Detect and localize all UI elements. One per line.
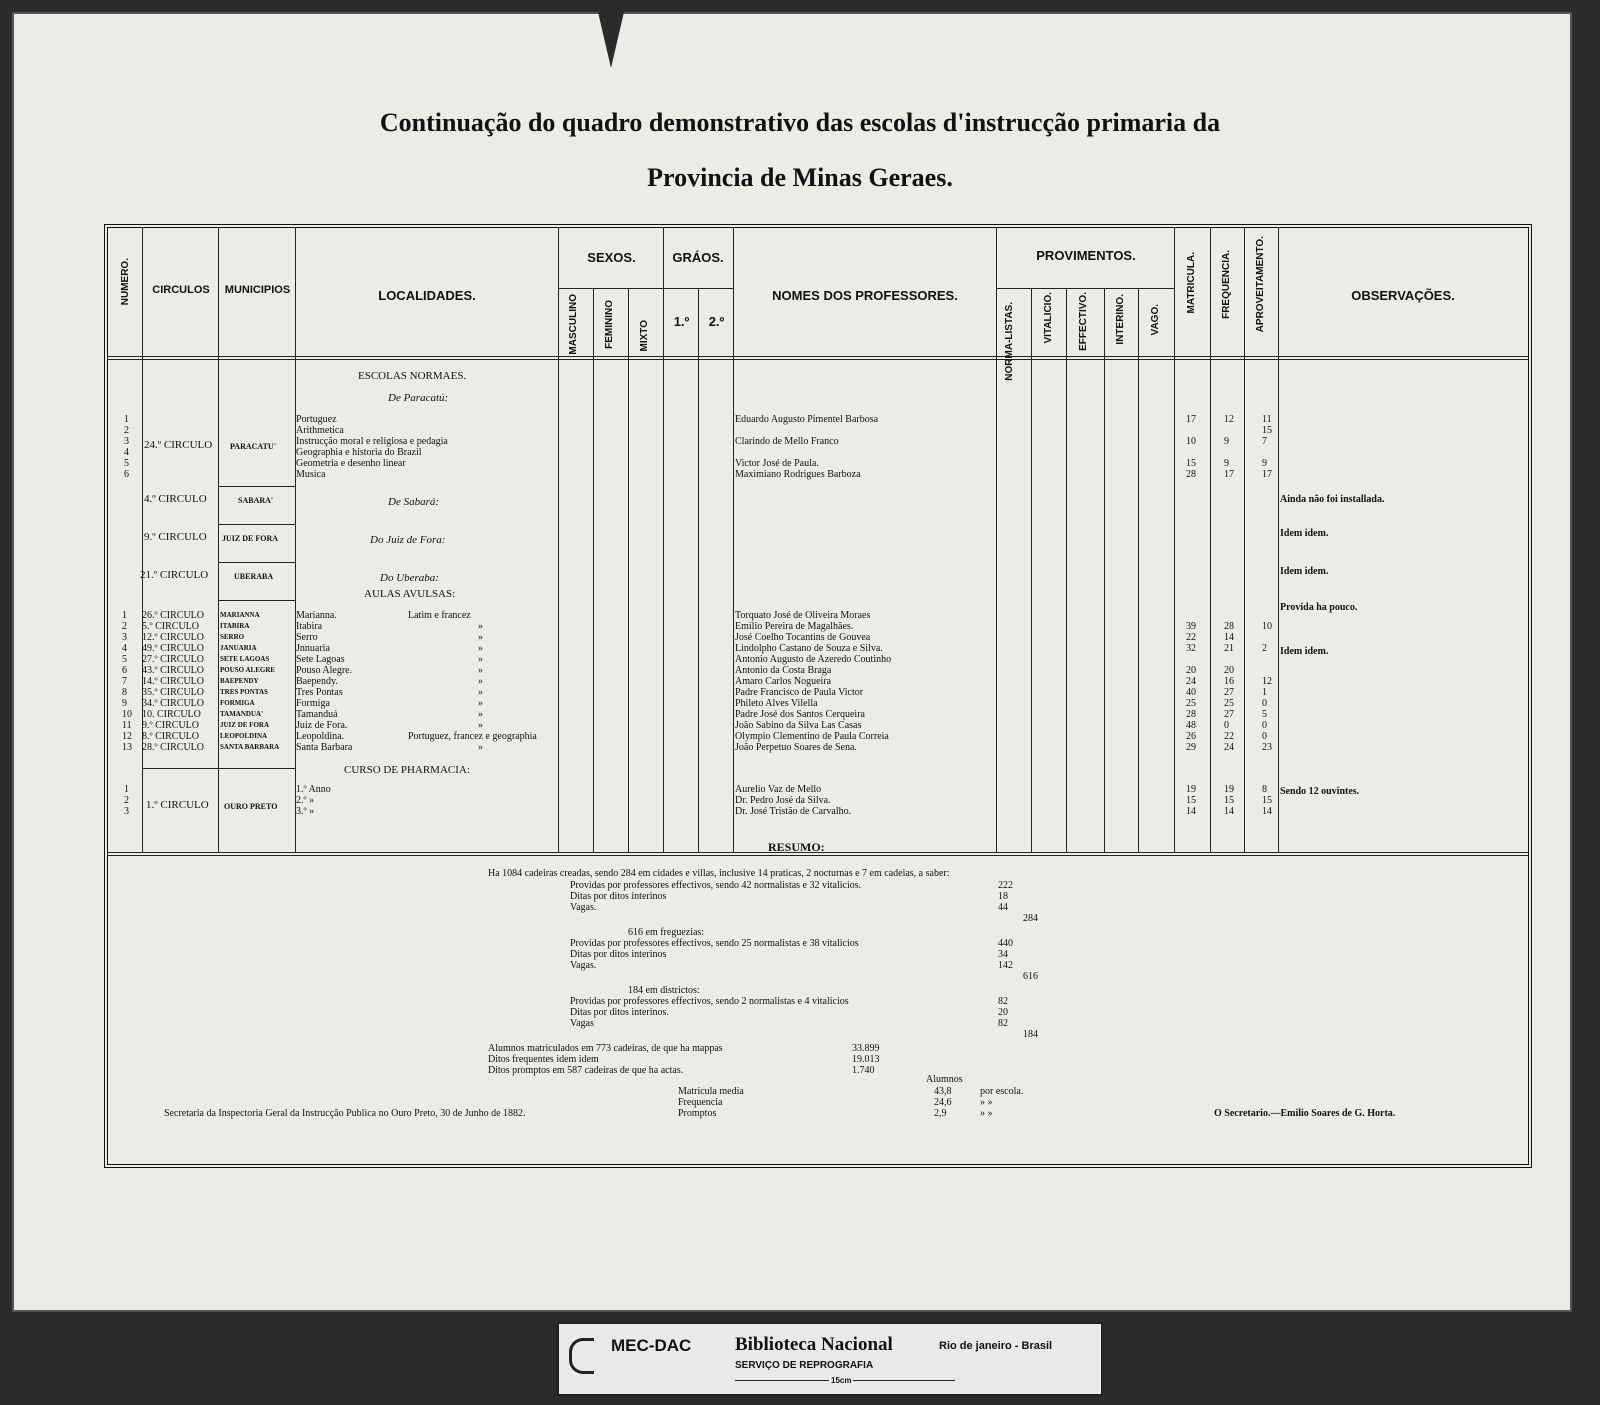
aproveitamento-value: 15: [1262, 425, 1272, 436]
resumo-value: 222: [998, 880, 1013, 891]
municipio: SERRO: [220, 633, 245, 641]
disciplina: »: [478, 709, 483, 720]
professor-name: Antonio da Costa Braga: [735, 665, 832, 676]
col-line: [142, 228, 143, 852]
disciplina: »: [478, 698, 483, 709]
header-observacoes: OBSERVAÇÕES.: [1351, 288, 1455, 303]
header-effectivo: EFFECTIVO.: [1078, 292, 1089, 351]
disciplina: »: [478, 643, 483, 654]
localidade: 1.º Anno: [296, 784, 331, 795]
resumo-subtitle: 616 em freguezias:: [628, 927, 705, 938]
col-line: [593, 288, 594, 852]
localidade: Tres Pontas: [296, 687, 343, 698]
row-number: 1: [124, 784, 129, 795]
header-vitalicio: VITALICIO.: [1043, 292, 1054, 344]
municipio: POUSO ALEGRE: [220, 666, 276, 674]
localidade: Leopoldina.: [296, 731, 345, 742]
matricula-value: 26: [1186, 731, 1196, 742]
col-line: [733, 228, 734, 852]
stamp-logo-icon: [569, 1338, 594, 1374]
professor-name: José Coelho Tocantins de Gouvea: [735, 632, 871, 643]
resumo-line: Providas por professores effectivos, sendo 25 normalistas e 38 vitalicios: [570, 938, 859, 949]
stamp-service: SERVIÇO DE REPROGRAFIA: [735, 1360, 874, 1371]
sabara-municipio: SABARA': [238, 496, 274, 505]
disciplina: »: [478, 687, 483, 698]
resumo-suffix: » »: [980, 1108, 993, 1119]
professor-name: Amaro Carlos Nogueira: [735, 676, 832, 687]
resumo-title: RESUMO:: [768, 840, 825, 854]
municipio: TAMANDUA': [220, 710, 264, 718]
municipio: JANUARIA: [220, 644, 257, 652]
section-de-sabara: De Sabará:: [388, 496, 440, 508]
aproveitamento-value: 23: [1262, 742, 1272, 753]
resumo-subtitle: 184 em districtos:: [628, 985, 700, 996]
localidade: Formiga: [296, 698, 330, 709]
section-escolas-normaes: ESCOLAS NORMAES.: [358, 370, 467, 382]
frequencia-value: 20: [1224, 665, 1234, 676]
disciplina: »: [478, 632, 483, 643]
aproveitamento-value: 8: [1262, 784, 1267, 795]
localidade: Serro: [296, 632, 318, 643]
header-nomes-professores: NOMES DOS PROFESSORES.: [772, 288, 958, 303]
header-provimentos: PROVIMENTOS.: [1036, 248, 1136, 263]
resumo-value: 24,6: [934, 1097, 952, 1108]
resumo-line: Alumnos matriculados em 773 cadeiras, de que ha mappas: [488, 1043, 723, 1054]
aproveitamento-value: 11: [1262, 414, 1272, 425]
localidade: Pouso Alegre.: [296, 665, 353, 676]
resumo-line: Vagas: [570, 1018, 594, 1029]
col-line: [1138, 288, 1139, 852]
resumo-line: Ditas por ditos interinos.: [570, 1007, 669, 1018]
resumo-line: Frequencia: [678, 1097, 723, 1108]
col-line: [218, 228, 219, 852]
row-number: 2: [124, 425, 129, 436]
resumo-subtitle: Alumnos: [926, 1074, 963, 1085]
disciplina: »: [478, 742, 483, 753]
aproveitamento-value: 17: [1262, 469, 1272, 480]
municipio: SETE LAGOAS: [220, 655, 270, 663]
professor-name: Emilio Pereira de Magalhães.: [735, 621, 854, 632]
stamp-library: Biblioteca Nacional: [735, 1334, 893, 1355]
sabara-circulo: 4.º CIRCULO: [144, 493, 207, 505]
localidade: Baependy.: [296, 676, 338, 687]
professor-name: Padre Francisco de Paula Victor: [735, 687, 864, 698]
matricula-value: 17: [1186, 414, 1196, 425]
localidade: Arithmetica: [296, 425, 344, 436]
municipio: SANTA BARBARA: [220, 743, 280, 751]
resumo-line: Providas por professores effectivos, sendo 2 normalistas e 4 vitalicios: [570, 996, 849, 1007]
disciplina: Portuguez, francez e geographia: [408, 731, 537, 742]
resumo-intro: Ha 1084 cadeiras creadas, sendo 284 em cidades e villas, inclusive 14 praticas, 2 nocturnas e 7 em cadeias, a saber:: [488, 868, 950, 879]
resumo-total: 284: [1023, 913, 1038, 924]
disciplina: »: [478, 720, 483, 731]
localidade: Juiz de Fora.: [296, 720, 348, 731]
localidade: Geographia e historia do Brazil: [296, 447, 422, 458]
aproveitamento-value: 0: [1262, 720, 1267, 731]
col-line: [1066, 288, 1067, 852]
frequencia-value: 15: [1224, 795, 1234, 806]
row-number: 5: [124, 458, 129, 469]
professor-name: Eduardo Augusto Pimentel Barbosa: [735, 414, 879, 425]
professor-name: Antonio Augusto de Azeredo Coutinho: [735, 654, 892, 665]
header-divider: [108, 359, 1528, 360]
matricula-value: 24: [1186, 676, 1196, 687]
resumo-suffix: por escola.: [980, 1086, 1024, 1097]
circulo: 28.º CIRCULO: [142, 742, 204, 753]
matricula-value: 28: [1186, 709, 1196, 720]
row-number: 9: [122, 698, 127, 709]
section-aulas-avulsas: AULAS AVULSAS:: [364, 588, 456, 600]
resumo-value: 1.740: [852, 1065, 875, 1076]
table-frame: [104, 224, 1532, 1168]
header-numero: NUMERO.: [120, 258, 131, 306]
stamp-org: MEC-DAC: [611, 1336, 692, 1355]
matricula-value: 20: [1186, 665, 1196, 676]
footer-left: Secretaria da Inspectoria Geral da Instrucção Publica no Ouro Preto, 30 de Junho de 1882.: [164, 1108, 526, 1119]
disciplina: »: [478, 654, 483, 665]
header-masculino: MASCULINO: [568, 294, 579, 355]
row-divider: [218, 562, 295, 563]
resumo-line: Ditas por ditos interinos: [570, 949, 667, 960]
col-line: [1104, 288, 1105, 852]
row-number: 11: [122, 720, 132, 731]
resumo-value: 82: [998, 996, 1008, 1007]
header-feminino: FEMININO: [604, 300, 615, 349]
circulo: 9.º CIRCULO: [142, 720, 199, 731]
matricula-value: 28: [1186, 469, 1196, 480]
section-juiz-de-fora: Do Juiz de Fora:: [370, 534, 446, 546]
municipio: TRES PONTAS: [220, 688, 268, 696]
observacao: Idem idem.: [1280, 646, 1329, 657]
aproveitamento-value: 5: [1262, 709, 1267, 720]
localidade: 3.º »: [296, 806, 315, 817]
aproveitamento-value: 2: [1262, 643, 1267, 654]
section-uberaba: Do Uberaba:: [380, 572, 439, 584]
resumo-total: 184: [1023, 1029, 1038, 1040]
professor-name: Lindolpho Castano de Souza e Silva.: [735, 643, 883, 654]
circulo: 49.º CIRCULO: [142, 643, 204, 654]
disciplina: Latim e francez: [408, 610, 471, 621]
frequencia-value: 9: [1224, 458, 1229, 469]
aproveitamento-value: 15: [1262, 795, 1272, 806]
uberaba-municipio: UBERABA: [234, 572, 274, 581]
juiz-circulo: 9.º CIRCULO: [144, 531, 207, 543]
matricula-value: 14: [1186, 806, 1196, 817]
resumo-line: Matricula media: [678, 1086, 744, 1097]
aproveitamento-value: 12: [1262, 676, 1272, 687]
matricula-value: 22: [1186, 632, 1196, 643]
col-line: [558, 228, 559, 852]
col-line: [996, 228, 997, 852]
circulo: 14.º CIRCULO: [142, 676, 204, 687]
normaes-municipio: PARACATU': [230, 442, 276, 451]
localidade: Jnnuaria: [296, 643, 330, 654]
resumo-line: Ditos frequentes idem idem: [488, 1054, 599, 1065]
row-divider: [218, 524, 295, 525]
frequencia-value: 9: [1224, 436, 1229, 447]
row-number: 2: [124, 795, 129, 806]
circulo: 43.º CIRCULO: [142, 665, 204, 676]
professor-name: Dr. José Tristão de Carvalho.: [735, 806, 852, 817]
frequencia-value: 28: [1224, 621, 1234, 632]
row-number: 3: [124, 436, 129, 447]
matricula-value: 10: [1186, 436, 1196, 447]
circulo: 34.º CIRCULO: [142, 698, 204, 709]
localidade: Santa Barbara: [296, 742, 353, 753]
municipio: MARIANNA: [220, 611, 260, 619]
municipio: FORMIGA: [220, 699, 255, 707]
header-interino: INTERINO.: [1115, 294, 1126, 345]
municipio: ITABIRA: [220, 622, 250, 630]
row-number: 4: [122, 643, 127, 654]
localidade: Portuguez: [296, 414, 337, 425]
header-municipios: MUNICIPIOS: [224, 284, 291, 296]
resumo-line: Vagas.: [570, 960, 597, 971]
col-line: [1244, 228, 1245, 852]
localidade: 2.º »: [296, 795, 315, 806]
circulo: 10. CIRCULO: [142, 709, 201, 720]
uberaba-circulo: 21.º CIRCULO: [140, 569, 209, 581]
observacao: Provida ha pouco.: [1280, 602, 1358, 613]
row-number: 6: [124, 469, 129, 480]
disciplina: »: [478, 665, 483, 676]
resumo-value: 142: [998, 960, 1013, 971]
matricula-value: 19: [1186, 784, 1196, 795]
localidade: Geometria e desenho linear: [296, 458, 406, 469]
frequencia-value: 12: [1224, 414, 1234, 425]
aproveitamento-value: 14: [1262, 806, 1272, 817]
row-number: 1: [122, 610, 127, 621]
prov-divider: [996, 288, 1174, 289]
header-normalistas: NORMA-LISTAS.: [1004, 302, 1015, 381]
stamp-city: Rio de janeiro - Brasil: [939, 1340, 1053, 1352]
section-de-paracatu: De Paracatú:: [388, 392, 449, 404]
title-line-2: Provincia de Minas Geraes.: [647, 163, 953, 192]
page-notch: [598, 12, 624, 68]
col-line: [663, 228, 664, 852]
matricula-value: 32: [1186, 643, 1196, 654]
matricula-value: 15: [1186, 795, 1196, 806]
professor-name: Clarindo de Mello Franco: [735, 436, 839, 447]
header-aproveitamento: APROVEITAMENTO.: [1255, 236, 1266, 333]
aproveitamento-value: 9: [1262, 458, 1267, 469]
resumo-value: 82: [998, 1018, 1008, 1029]
resumo-line: Promptos: [678, 1108, 717, 1119]
normaes-circulo: 24.º CIRCULO: [144, 439, 213, 451]
pharmacia-municipio: OURO PRETO: [224, 802, 278, 811]
pharmacia-circulo: 1.º CIRCULO: [146, 799, 209, 811]
resumo-value: 2,9: [934, 1108, 947, 1119]
aproveitamento-value: 10: [1262, 621, 1272, 632]
resumo-total: 616: [1023, 971, 1038, 982]
resumo-value: 18: [998, 891, 1008, 902]
localidade: Instrucção moral e religiosa e pedagia: [296, 436, 448, 447]
matricula-value: 40: [1186, 687, 1196, 698]
localidade: Marianna.: [296, 610, 337, 621]
professor-name: Aurelio Vaz de Mello: [735, 784, 822, 795]
localidade: Sete Lagoas: [296, 654, 345, 665]
aproveitamento-value: 0: [1262, 698, 1267, 709]
frequencia-value: 24: [1224, 742, 1234, 753]
matricula-value: 25: [1186, 698, 1196, 709]
aproveitamento-value: 7: [1262, 436, 1267, 447]
resumo-divider: [108, 855, 1528, 856]
header-sexos: SEXOS.: [587, 250, 636, 265]
header-localidades: LOCALIDADES.: [378, 288, 476, 303]
row-number: 8: [122, 687, 127, 698]
header-mixto: MIXTO: [639, 320, 650, 352]
frequencia-value: 22: [1224, 731, 1234, 742]
frequencia-value: 14: [1224, 632, 1234, 643]
professor-name: João Sabino da Silva Las Casas: [735, 720, 862, 731]
matricula-value: 29: [1186, 742, 1196, 753]
disciplina: »: [478, 621, 483, 632]
col-line: [628, 288, 629, 852]
circulo: 5.º CIRCULO: [142, 621, 199, 632]
localidade: Tamanduá: [296, 709, 338, 720]
header-frequencia: FREQUENCIA.: [1221, 250, 1232, 319]
circulo: 27.º CIRCULO: [142, 654, 204, 665]
resumo-line: Ditos promptos em 587 cadeiras de que ha actas.: [488, 1065, 684, 1076]
resumo-value: 33.899: [852, 1043, 880, 1054]
professor-name: Dr. Pedro José da Silva.: [735, 795, 831, 806]
section-curso-pharmacia: CURSO DE PHARMACIA:: [344, 764, 470, 776]
title-line-1: Continuação do quadro demonstrativo das escolas d'instrucção primaria da: [379, 108, 1221, 137]
row-number: 10: [122, 709, 132, 720]
aproveitamento-value: 1: [1262, 687, 1267, 698]
matricula-value: 39: [1186, 621, 1196, 632]
col-line: [295, 228, 296, 852]
professor-name: Phileto Alves Vilella: [735, 698, 818, 709]
frequencia-value: 19: [1224, 784, 1234, 795]
resumo-suffix: » »: [980, 1097, 993, 1108]
municipio: BAEPENDY: [220, 677, 259, 685]
circulo: 26.º CIRCULO: [142, 610, 204, 621]
juiz-municipio: JUIZ DE FORA: [222, 534, 279, 543]
pharmacia-obs: Sendo 12 ouvintes.: [1280, 786, 1360, 797]
frequencia-value: 14: [1224, 806, 1234, 817]
header-grau-1: 1.º: [673, 314, 690, 329]
localidade: Musica: [296, 469, 326, 480]
col-line: [1278, 228, 1279, 852]
professor-name: Torquato José de Oliveira Moraes: [735, 610, 871, 621]
library-stamp: [557, 1322, 1103, 1396]
municipio: JUIZ DE FORA: [220, 721, 270, 729]
row-number: 2: [122, 621, 127, 632]
matricula-value: 15: [1186, 458, 1196, 469]
row-number: 5: [122, 654, 127, 665]
col-line: [1031, 288, 1032, 852]
circulo: 35.º CIRCULO: [142, 687, 204, 698]
resumo-value: 19.013: [852, 1054, 880, 1065]
aproveitamento-value: 0: [1262, 731, 1267, 742]
circulo: 12.º CIRCULO: [142, 632, 204, 643]
frequencia-value: 17: [1224, 469, 1234, 480]
row-number: 7: [122, 676, 127, 687]
header-divider: [108, 356, 1528, 357]
resumo-value: 43,8: [934, 1086, 952, 1097]
juiz-obs: Idem idem.: [1280, 528, 1329, 539]
frequencia-value: 16: [1224, 676, 1234, 687]
frequencia-value: 21: [1224, 643, 1234, 654]
stamp-scale: 15cm: [831, 1376, 852, 1385]
row-number: 4: [124, 447, 129, 458]
sabara-obs: Ainda não foi installada.: [1280, 494, 1385, 505]
row-number: 6: [122, 665, 127, 676]
municipio: LEOPOLDINA: [220, 732, 268, 740]
professor-name: Victor José de Paula.: [735, 458, 819, 469]
resumo-value: 44: [998, 902, 1008, 913]
sexos-divider: [558, 288, 733, 289]
footer-right: O Secretario.—Emilio Soares de G. Horta.: [1214, 1108, 1396, 1119]
header-vago: VAGO.: [1150, 304, 1161, 336]
professor-name: Olympio Clementino de Paula Correia: [735, 731, 889, 742]
row-divider: [142, 768, 295, 769]
row-number: 3: [122, 632, 127, 643]
row-number: 13: [122, 742, 132, 753]
resumo-value: 440: [998, 938, 1013, 949]
header-circulos: CIRCULOS: [152, 284, 210, 296]
header-grau-2: 2.º: [708, 314, 725, 329]
professor-name: João Perpetuo Soares de Sena.: [735, 742, 857, 753]
frequencia-value: 0: [1224, 720, 1229, 731]
disciplina: »: [478, 676, 483, 687]
uberaba-obs: Idem idem.: [1280, 566, 1329, 577]
professor-name: Padre José dos Santos Cerqueira: [735, 709, 865, 720]
header-matricula: MATRICULA.: [1186, 252, 1197, 314]
resumo-line: Ditas por ditos interinos: [570, 891, 667, 902]
resumo-line: Vagas.: [570, 902, 597, 913]
frequencia-value: 27: [1224, 709, 1234, 720]
row-number: 12: [122, 731, 132, 742]
row-number: 3: [124, 806, 129, 817]
row-divider: [218, 486, 295, 487]
col-line: [1210, 228, 1211, 852]
resumo-value: 34: [998, 949, 1008, 960]
row-divider: [218, 600, 295, 601]
professor-name: Maximiano Rodrigues Barboza: [735, 469, 861, 480]
frequencia-value: 25: [1224, 698, 1234, 709]
col-line: [698, 288, 699, 852]
row-number: 1: [124, 414, 129, 425]
resumo-line: Providas por professores effectivos, sendo 42 normalistas e 32 vitalicios.: [570, 880, 862, 891]
matricula-value: 48: [1186, 720, 1196, 731]
header-graos: GRÁOS.: [672, 250, 724, 265]
frequencia-value: 27: [1224, 687, 1234, 698]
col-line: [1174, 228, 1175, 852]
localidade: Itabira: [296, 621, 323, 632]
circulo: 8.º CIRCULO: [142, 731, 199, 742]
resumo-value: 20: [998, 1007, 1008, 1018]
